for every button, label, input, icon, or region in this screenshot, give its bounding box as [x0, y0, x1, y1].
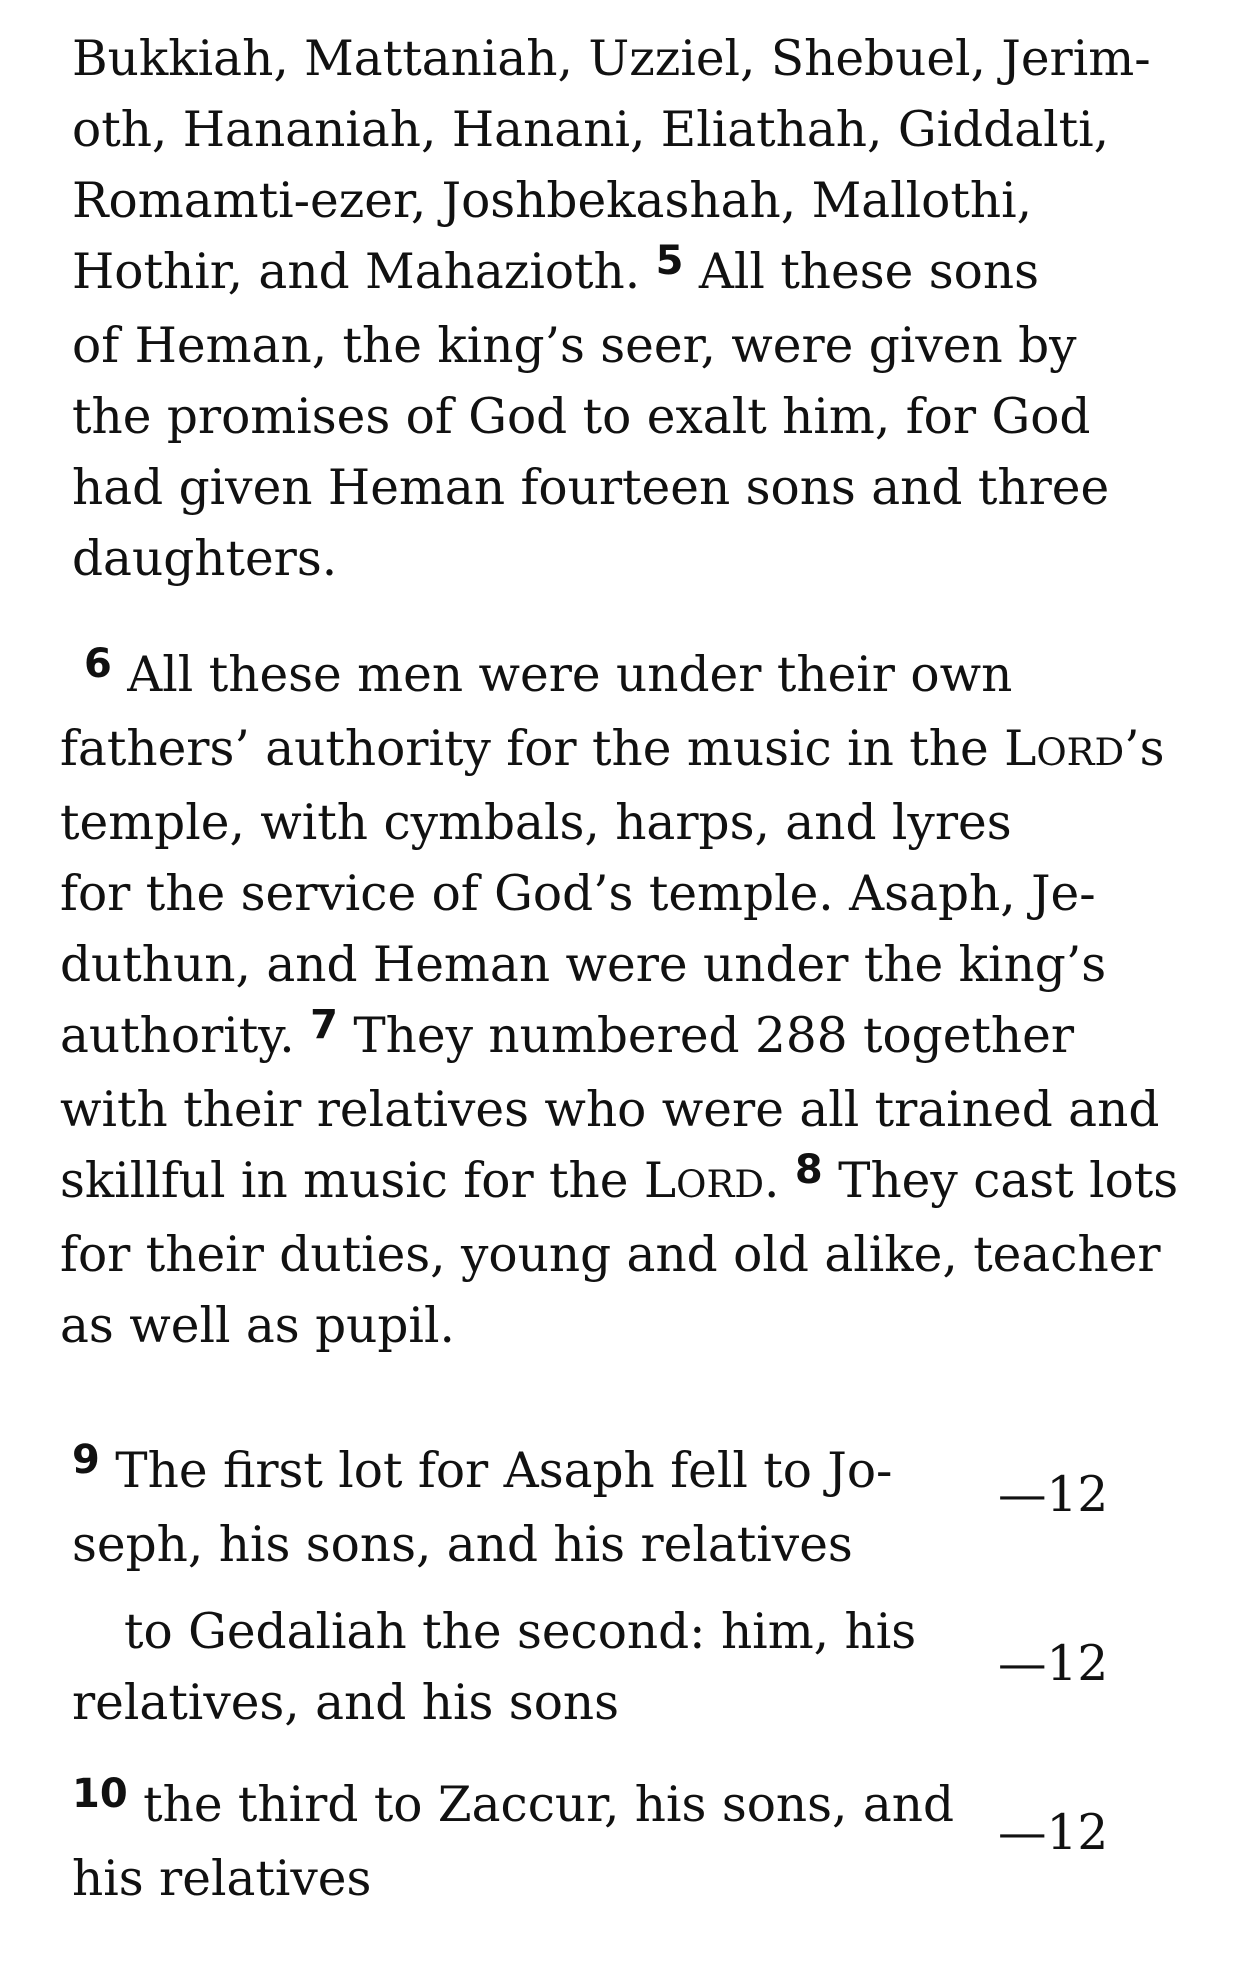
text-segment: authority. [60, 1008, 311, 1064]
text-segment: skillful in music for the [60, 1153, 644, 1209]
text-line: temple, with cymbals, harps, and lyres [60, 795, 1012, 851]
verse-number-5: 5 [655, 238, 684, 284]
lot-row-1 [0, 1436, 1242, 1586]
text-line [60, 714, 1178, 788]
text-line: the promises of God to exalt him, for God [72, 389, 1091, 445]
text-line: with their relatives who were all trained and [60, 1082, 1160, 1138]
text-segment: The first lot for Asaph fell to Jo- [99, 1443, 893, 1499]
text-line: for their duties, young and old alike, teacher [60, 1227, 1161, 1283]
text-segment: the third to Zaccur, his sons, and [127, 1777, 955, 1833]
text-line: as well as pupil. [60, 1298, 455, 1354]
text-line: daughters. [72, 531, 338, 587]
text-segment: fathers’ authority for the music in the [60, 721, 1005, 777]
verse-number-6: 6 [84, 641, 112, 687]
lot-count: —12 [998, 1805, 1109, 1861]
text-line [60, 640, 1178, 714]
text-line [72, 237, 1151, 311]
text-line: Romamti-ezer, Joshbekashah, Mallothi, [72, 173, 1033, 229]
lot-row-3 [0, 1770, 1242, 1920]
text-line: to Gedaliah the second: him, his [124, 1604, 917, 1660]
verse-number-9: 9 [72, 1437, 100, 1483]
text-line [60, 1146, 1178, 1220]
text-segment: Hothir, and Mahazioth. [72, 244, 656, 300]
lord-small-caps: ORD [1036, 731, 1125, 774]
text-line: of Heman, the king’s seer, were given by [72, 318, 1077, 374]
text-segment: They numbered 288 together [337, 1008, 1075, 1064]
text-line [60, 1001, 1178, 1075]
text-line: for the service of God’s temple. Asaph, Je- [60, 866, 1096, 922]
text-line: Bukkiah, Mattaniah, Uzziel, Shebuel, Jerim- [72, 31, 1151, 87]
verse-number-8: 8 [794, 1147, 823, 1193]
lot-count: —12 [998, 1467, 1109, 1523]
lot-text [72, 1436, 892, 1581]
lot-text [72, 1770, 954, 1915]
text-line: duthun, and Heman were under the king’s [60, 937, 1107, 993]
text-segment: They cast lots [822, 1153, 1179, 1209]
text-line [72, 1770, 954, 1844]
text-segment: All these men were under their own [111, 647, 1013, 703]
paragraph-verse-6 [60, 640, 1178, 1362]
verse-number-7: 7 [310, 1002, 338, 1048]
lord-small-caps: L [1004, 721, 1037, 777]
lot-count: —12 [998, 1636, 1109, 1692]
text-line: had given Heman fourteen sons and three [72, 460, 1110, 516]
text-line: his relatives [72, 1851, 372, 1907]
lot-text [72, 1597, 916, 1739]
verse-number-10: 10 [72, 1771, 128, 1817]
text-line [72, 1436, 892, 1510]
text-line: seph, his sons, and his relatives [72, 1517, 853, 1573]
text-line: oth, Hananiah, Hanani, Eliathah, Giddalti, [72, 102, 1110, 158]
text-segment: . [763, 1153, 795, 1209]
text-segment: All these sons [683, 244, 1039, 300]
lot-row-2 [0, 1597, 1242, 1747]
text-line: relatives, and his sons [72, 1675, 620, 1731]
lord-small-caps: ORD [676, 1163, 764, 1206]
paragraph-continuation [72, 24, 1151, 595]
lord-small-caps: L [643, 1153, 677, 1209]
text-segment: ’s [1124, 721, 1165, 777]
